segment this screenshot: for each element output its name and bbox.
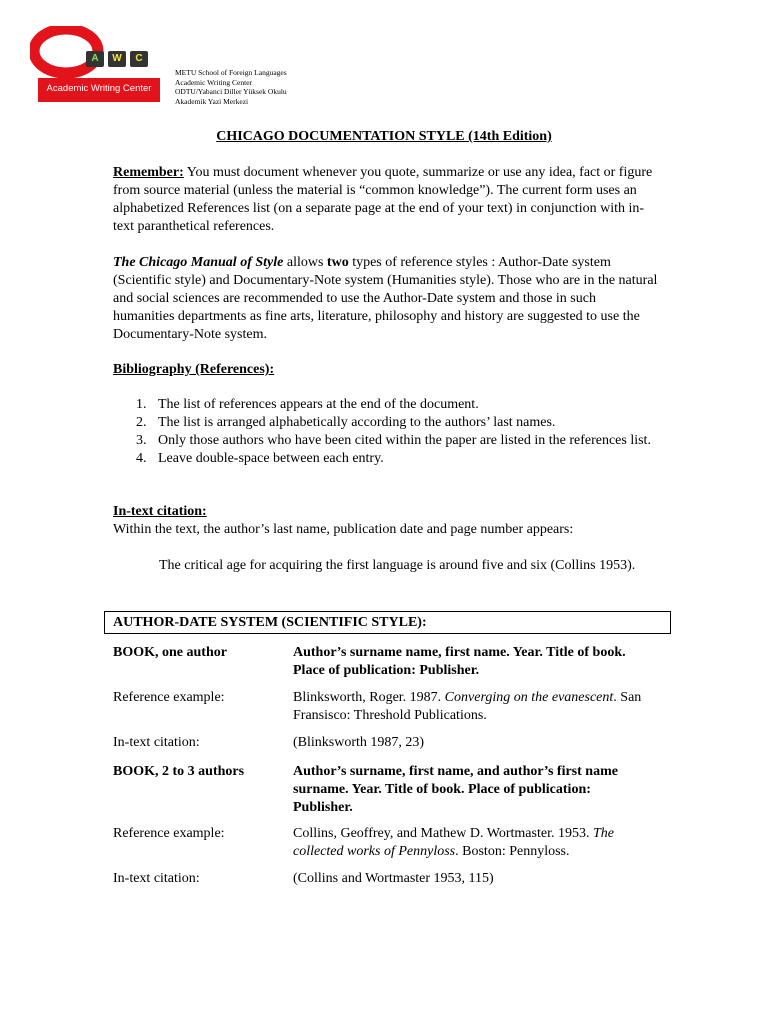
intext-heading: In-text citation: [113, 504, 207, 519]
organization-block [175, 68, 287, 106]
manual-text-2: types of reference styles : Author-Date system (Scientific style) and Documentary-Note system (Humanities style). Those who are in the natural and social sciences are recommended to use the Author-Date system and those in such humanities departments as fine arts, literature, philosophy and history are suggested to use the Documentary-Note system. [113, 255, 658, 342]
book-one-author-format: Author’s surname name, first name. Year. Title of book. Place of publication: Publisher. [293, 645, 626, 678]
logo-key-w: W [108, 51, 126, 67]
reference-example-label: Reference example: [113, 826, 225, 841]
manual-two: two [326, 255, 349, 270]
list-text: The list of references appears at the end of the document. [158, 397, 479, 412]
remember-label: Remember: [113, 165, 184, 180]
bibliography-heading: Bibliography (References): [113, 362, 275, 377]
list-item [113, 432, 658, 450]
intext-text: Within the text, the author’s last name, publication date and page number appears: [113, 522, 574, 537]
section-heading-box: AUTHOR-DATE SYSTEM (SCIENTIFIC STYLE): [104, 611, 671, 634]
ref-text: Collins, Geoffrey, and Mathew D. Wortmaster. 1953. [293, 826, 593, 841]
book-2-3-authors-label: BOOK, 2 to 3 authors [113, 764, 245, 779]
reference-example-1 [293, 689, 653, 725]
org-line: Academic Writing Center [175, 77, 253, 87]
book-one-author-label: BOOK, one author [113, 645, 227, 660]
manual-text-1: allows [283, 255, 327, 270]
list-number: 3. [136, 433, 147, 448]
list-text: Leave double-space between each entry. [158, 451, 384, 466]
ref-title: Converging on the evanescent [444, 690, 614, 705]
logo-text: Academic Writing Center [46, 83, 152, 94]
remember-text: You must document whenever you quote, summarize or use any idea, fact or figure from source material (unless the material is “common knowledge”). The current form uses an alphabetized References list (on a separate page at the end of your text) in conjunction with in-text paranthetical references. [113, 165, 653, 234]
bibliography-list [113, 396, 658, 468]
book-2-3-authors-format: Author’s surname, first name, and author’s first name surname. Year. Title of book. Place of publication: Publisher. [293, 764, 618, 815]
manual-title: The Chicago Manual of Style [113, 255, 284, 270]
list-item [113, 414, 658, 432]
page-title: CHICAGO DOCUMENTATION STYLE (14th Edition) [216, 129, 552, 144]
intext-example: The critical age for acquiring the first language is around five and six (Collins 1953). [159, 558, 636, 573]
remember-paragraph [113, 164, 658, 236]
logo-key-a: A [86, 51, 104, 67]
reference-example-label: Reference example: [113, 690, 225, 705]
intext-citation-label: In-text citation: [113, 735, 200, 750]
list-item [113, 396, 658, 414]
reference-example-2 [293, 825, 653, 861]
org-line: ODTU/Yabanci Diller Yüksek Okulu [175, 87, 287, 96]
ref-text: Blinksworth, Roger. 1987. [293, 690, 445, 705]
list-item [113, 450, 658, 468]
ref-title: The collected works of Pennyloss [293, 826, 614, 859]
list-number: 2. [136, 415, 147, 430]
list-number: 4. [136, 451, 147, 466]
manual-paragraph [113, 254, 658, 344]
ref-text: . San Fransisco: Threshold Publications. [293, 690, 642, 723]
logo-key-c: C [130, 51, 148, 67]
intext-citation-2: (Collins and Wortmaster 1953, 115) [293, 871, 494, 886]
list-number: 1. [136, 397, 147, 412]
intext-citation-1: (Blinksworth 1987, 23) [293, 735, 425, 750]
ref-text: . Boston: Pennyloss. [455, 844, 570, 859]
intext-citation-label: In-text citation: [113, 871, 200, 886]
list-text: The list is arranged alphabetically according to the authors’ last names. [158, 415, 556, 430]
org-line: Akademik Yazi Merkezi [175, 96, 249, 106]
list-text: Only those authors who have been cited within the paper are listed in the references list. [158, 433, 651, 448]
org-line: METU School of Foreign Languages [175, 68, 287, 77]
